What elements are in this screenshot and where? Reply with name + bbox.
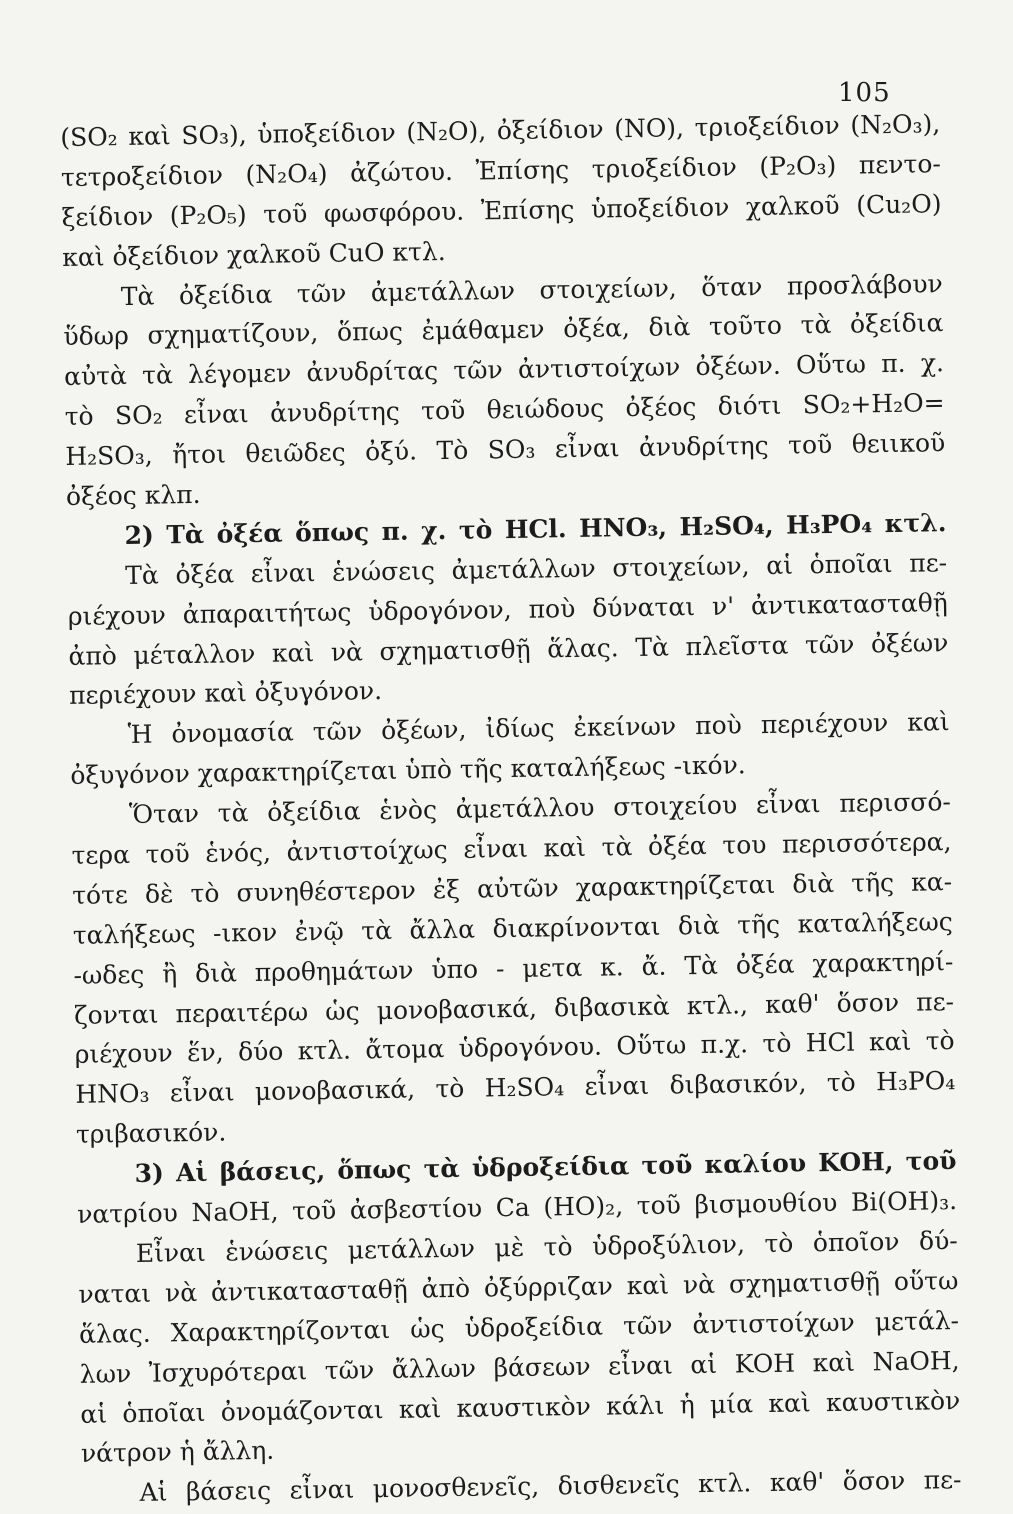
text-line: λων Ἰσχυρότεραι τῶν ἄλλων βάσεων εἶναι αἱ KOH καὶ NaOH, [79,1345,960,1389]
text-line: ἀπὸ μέταλλον καὶ νὰ σχηματισθῇ ἅλας. Τὰ πλεῖστα τῶν ὀξέων [68,627,949,671]
paragraph-start: Ὅταν τὰ ὀξείδια ἑνὸς ἀμετάλλου στοιχείου εἶναι περισσό- [128,787,952,830]
text-line: περιέχουν καὶ ὀξυγόνον. [68,676,383,711]
text-line: τετροξείδιον (N₂O₄) ἀζώτου. Ἐπίσης τριοξείδιον (P₂O₃) πεντο- [60,149,942,192]
text-line: ναται νὰ ἀντικατασταθῇ ἀπὸ ὀξύρριζαν καὶ νὰ σχηματισθῇ οὕτω [78,1265,959,1309]
text-line: ριέχουν ἕν, δύο κτλ. ἄτομα ὑδρογόνου. Οὕτω π.χ. τὸ HCl καὶ τὸ [74,1026,955,1070]
text-line: αὐτὰ τὰ λέγομεν ἀνυδρίτας τῶν ἀντιστοίχων ὀξέων. Οὕτω π. χ. [63,348,945,392]
text-line: νατρίου NaOH, τοῦ ἀσβεστίου Ca (HO)₂, τοῦ βισμουθίου Bi(OH)₃. [76,1186,958,1229]
paragraph-start: Εἶναι ἑνώσεις μετάλλων μὲ τὸ ὑδροξύλιον, τὸ ὁποῖον δύ- [135,1225,958,1268]
text-line: τριβασικόν. [75,1117,227,1150]
text-line: ἅλας. Χαρακτηρίζονται ὡς ὑδροξείδια τῶν ἀντιστοίχων μετάλ- [78,1305,960,1349]
section-heading-acids: 2) Τὰ ὀξέα ὅπως π. χ. τὸ HCl. HNO₃, H₂SO₄, H₃PO₄ κτλ. [124,508,947,550]
text-line: ζονται περαιτέρω ὡς μονοβασικά, διβασικὰ κτλ., καθ' ὅσον πε- [73,986,955,1030]
text-line: ξείδιον (P₂O₅) τοῦ φωσφόρου. Ἐπίσης ὑποξείδιον χαλκοῦ (Cu₂O) [61,188,942,232]
paragraph-start: Αἱ βάσεις εἶναι μονοσθενεῖς, δισθενεῖς κτλ. καθ' ὅσον πε- [139,1465,962,1508]
text-line: HNO₃ εἶναι μονοβασικά, τὸ H₂SO₄ εἶναι διβασικόν, τὸ H₃PO₄ [75,1066,956,1110]
text-line: ταλήξεως -ικον ἐνῷ τὰ ἄλλα διακρίνονται διὰ τῆς καταλήξεως [72,906,953,950]
text-line: ὕδωρ σχηματίζουν, ὅπως ἐμάθαμεν ὀξέα, διὰ τοῦτο τὰ ὀξείδια [63,308,944,352]
body-text [60,104,962,1514]
text-line: (SO₂ καὶ SO₃), ὑποξείδιον (N₂O), ὀξείδιον (NO), τριοξείδιον (N₂O₃), [60,109,941,152]
text-line: αἱ ὁποῖαι ὀνομάζονται καὶ καυστικὸν κάλι ἡ μία καὶ καυστικὸν [80,1385,961,1429]
text-line: ὀξυγόνον χαρακτηρίζεται ὑπὸ τῆς καταλήξεως -ικόν. [70,750,746,791]
text-line: H₂SO₃, ἤτοι θειῶδες ὀξύ. Τὸ SO₃ εἶναι ἀνυδρίτης τοῦ θειικοῦ [65,428,946,472]
paragraph-start: Τὰ ὀξείδια τῶν ἀμετάλλων στοιχείων, ὅταν προσλάβουν [120,268,943,311]
text-line: -ωδες ἢ διὰ προθημάτων ὑπο - μετα κ. ἄ. Τὰ ὀξέα χαρακτηρί- [73,946,954,990]
text-line: νάτρον ἡ ἄλλη. [80,1436,275,1469]
text-line: τερα τοῦ ἑνός, ἀντιστοίχως εἶναι καὶ τὰ ὀξέα του περισσότερα, [71,827,952,870]
text-line: καὶ ὀξείδιον χαλκοῦ CuO κτλ. [61,236,446,272]
text-line: ριέχουν ἀπαραιτήτως ὑδρογόνον, ποὺ δύναται ν' ἀντικατασταθῇ [67,587,948,631]
page-number: 105 [838,78,891,108]
paragraph-start: Τὰ ὀξέα εἶναι ἑνώσεις ἀμετάλλων στοιχείων, αἱ ὁποῖαι πε- [124,547,948,590]
section-heading-bases: 3) Αἱ βάσεις, ὅπως τὰ ὑδροξείδια τοῦ καλίου KOH, τοῦ [134,1146,957,1189]
paragraph-start: Ἡ ὀνομασία τῶν ὀξέων, ἰδίως ἐκείνων ποὺ περιέχουν καὶ [127,707,950,750]
text-line: ὀξέος κλπ. [65,479,201,511]
text-line: τότε δὲ τὸ συνηθέστερον ἐξ αὐτῶν χαρακτηρίζεται διὰ τῆς κα- [71,867,953,910]
text-line: τὸ SO₂ εἶναι ἀνυδρίτης τοῦ θειώδους ὀξέος διότι SO₂+H₂O= [64,388,945,432]
